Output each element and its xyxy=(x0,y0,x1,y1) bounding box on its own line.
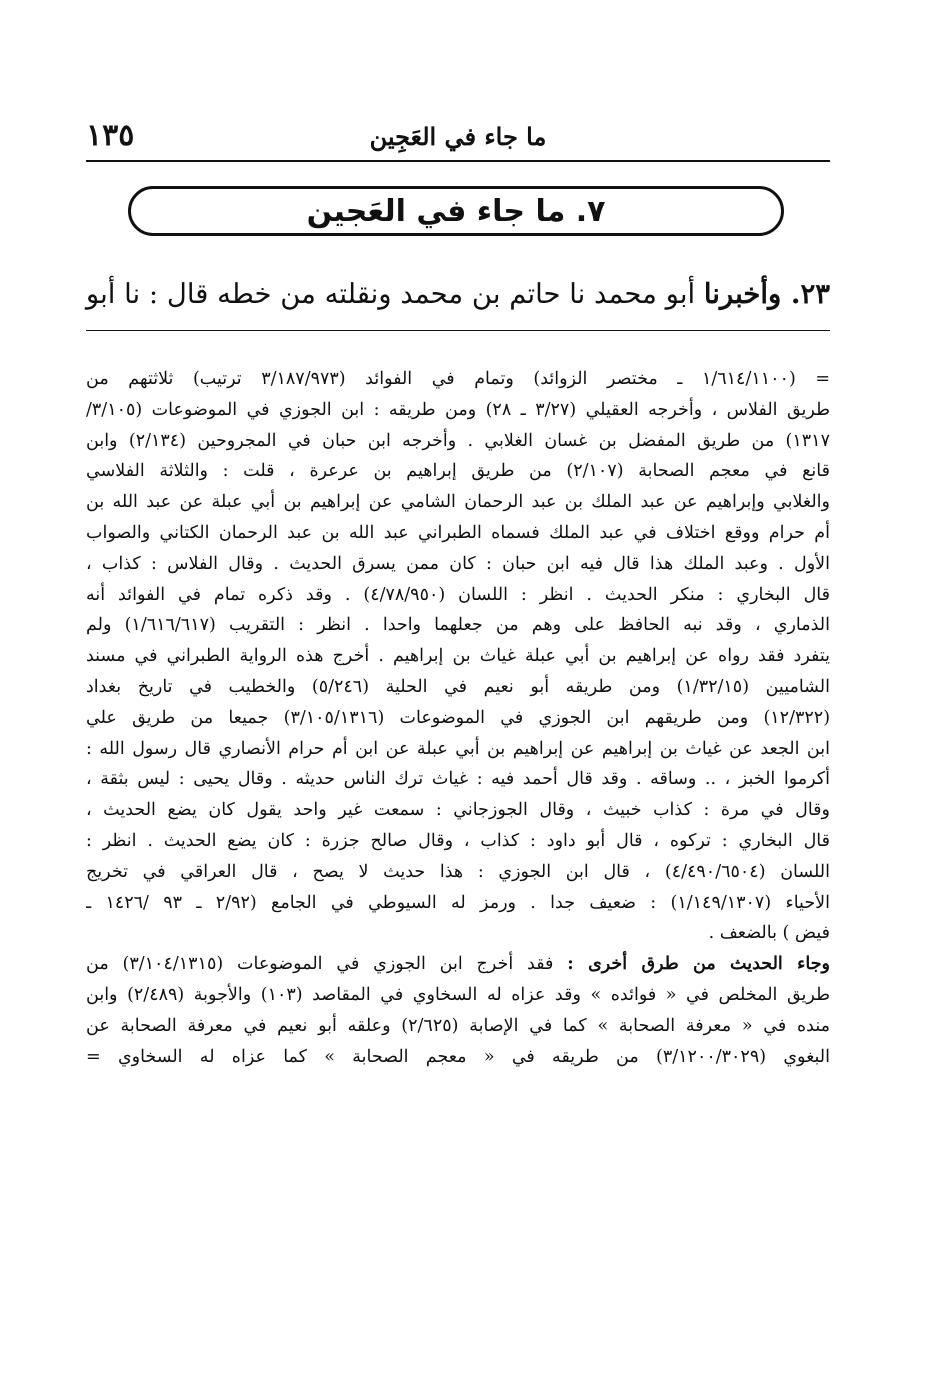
footnote-line: طريق الفلاس ، وأخرجه العقيلي (٣/٢٧ ـ ٢٨) ومن طريقه : ابن الجوزي في الموضوعات (٣/١٠٥/ xyxy=(86,399,830,420)
running-header xyxy=(86,118,830,158)
footnote-line: ١٣١٧) من طريق المفضل بن غسان الغلابي . وأخرجه ابن حبان في المجروحين (٢/١٣٤) وابن xyxy=(86,430,830,451)
chapter-title: ٧. ما جاء في العَجين xyxy=(306,193,606,229)
footnote-line: الذماري ، وقد نبه الحافظ على وهم من جعلهما واحدا . انظر : التقريب (١/٦١٦/٦١٧) ولم xyxy=(86,615,830,636)
footnote-line: (١٢/٣٢٢) ومن طريقهم ابن الجوزي في الموضوعات (٣/١٠٥/١٣١٦) جميعا من طريق علي xyxy=(86,707,830,728)
footnote-line: منده في « معرفة الصحابة » كما في الإصابة (٢/٦٢٥) وعلقه أبو نعيم في معرفة الصحابة عن xyxy=(86,1015,830,1036)
footnote-separator xyxy=(86,330,830,331)
footnote-line: والغلابي وإبراهيم عن عبد الملك بن عبد الرحمان الشامي عن إبراهيم بن أبي عبلة عن عبد الله بن xyxy=(86,492,830,513)
footnote-line: الأول . وعبد الملك هذا قال فيه ابن حبان : كان ممن يسرق الحديث . وقال الفلاس : كذاب ، xyxy=(86,553,830,574)
page-number: ١٣٥ xyxy=(86,118,135,153)
hadith-body: أبو محمد نا حاتم بن محمد ونقلته من خطه قال : نا أبو xyxy=(85,278,704,310)
footnote-line: أم حرام ووقع اختلاف في عبد الملك فسماه الطبراني عبد الله بن عبد الرحمان الكتاني والصواب xyxy=(86,522,830,543)
chapter-title-box xyxy=(128,186,784,236)
footnotes xyxy=(86,364,830,1072)
footnote-line: قانع في معجم الصحابة (٢/١٠٧) من طريق إبراهيم بن عرعرة ، قلت : والثلاثة الفلاسي xyxy=(86,461,830,482)
footnote-line: وقال في مرة : كذاب خبيث ، وقال الجوزجاني : سمعت غير واحد يقول كان يضع الحديث ، xyxy=(86,800,830,821)
footnote-line: البغوي (٣/١٢٠٠/٣٠٢٩) من طريقه في « معجم الصحابة » كما عزاه له السخاوي = xyxy=(86,1046,830,1067)
footnote-line: ابن الجعد عن غياث بن إبراهيم عن إبراهيم بن أبي عبلة عن ابن أم حرام الأنصاري قال رسول الله : xyxy=(86,738,830,759)
footnote-line: الشاميين (١/٣٢/١٥) ومن طريقه أبو نعيم في الحلية (٥/٢٤٦) والخطيب في تاريخ بغداد xyxy=(86,676,830,697)
footnote-line: طريق المخلص في « فوائده » وقد عزاه له السخاوي في المقاصد (١٠٣) والأجوبة (٢/٤٨٩) وابن xyxy=(86,984,830,1005)
footnote-line: الأحياء (١/١٤٩/١٣٠٧) : ضعيف جدا . ورمز له السيوطي في الجامع (٢/٩٢ ـ ٩٣ /١٤٢٦ ـ xyxy=(86,892,830,913)
hadith-number-lead: ٢٣. وأخبرنا xyxy=(703,278,830,310)
footnote-line: قال البخاري : منكر الحديث . انظر : اللسان (٤/٧٨/٩٥٠) . وقد ذكره تمام في الفوائد أنه xyxy=(86,584,830,605)
footnote-line xyxy=(86,949,830,980)
footnote-line: يتفرد فقد رواه عن إبراهيم بن أبي عبلة غياث بن إبراهيم . أخرج هذه الرواية الطبراني في مسند xyxy=(86,646,830,667)
footnote-line: اللسان (٤/٤٩٠/٦٥٠٤) ، قال ابن الجوزي : هذا حديث لا يصح ، قال العراقي في تخريج xyxy=(86,861,830,882)
header-divider xyxy=(86,160,830,162)
hadith-text xyxy=(86,268,830,320)
footnote-line: قال البخاري : تركوه ، قال أبو داود : كذاب ، وقال صالح جزرة : كان يضع الحديث . انظر : xyxy=(86,830,830,851)
footnote-subheading: وجاء الحديث من طرق أخرى : xyxy=(567,954,830,975)
footnote-line: فيض ) بالضعف . xyxy=(708,923,830,944)
footnote-text: فقد أخرج ابن الجوزي في الموضوعات (٣/١٠٤/١٣١٥) من xyxy=(86,954,568,975)
running-title: ما جاء في العَجِين xyxy=(369,122,547,151)
footnote-line: = (١/٦١٤/١١٠٠ ـ مختصر الزوائد) وتمام في الفوائد (٣/١٨٧/٩٧٣ ترتيب) ثلاثتهم من xyxy=(86,369,830,389)
footnote-line: أكرموا الخبز ، .. وساقه . وقد قال أحمد فيه : غياث ترك الناس حديثه . وقال يحيى : ليس بثقة ، xyxy=(86,769,830,790)
